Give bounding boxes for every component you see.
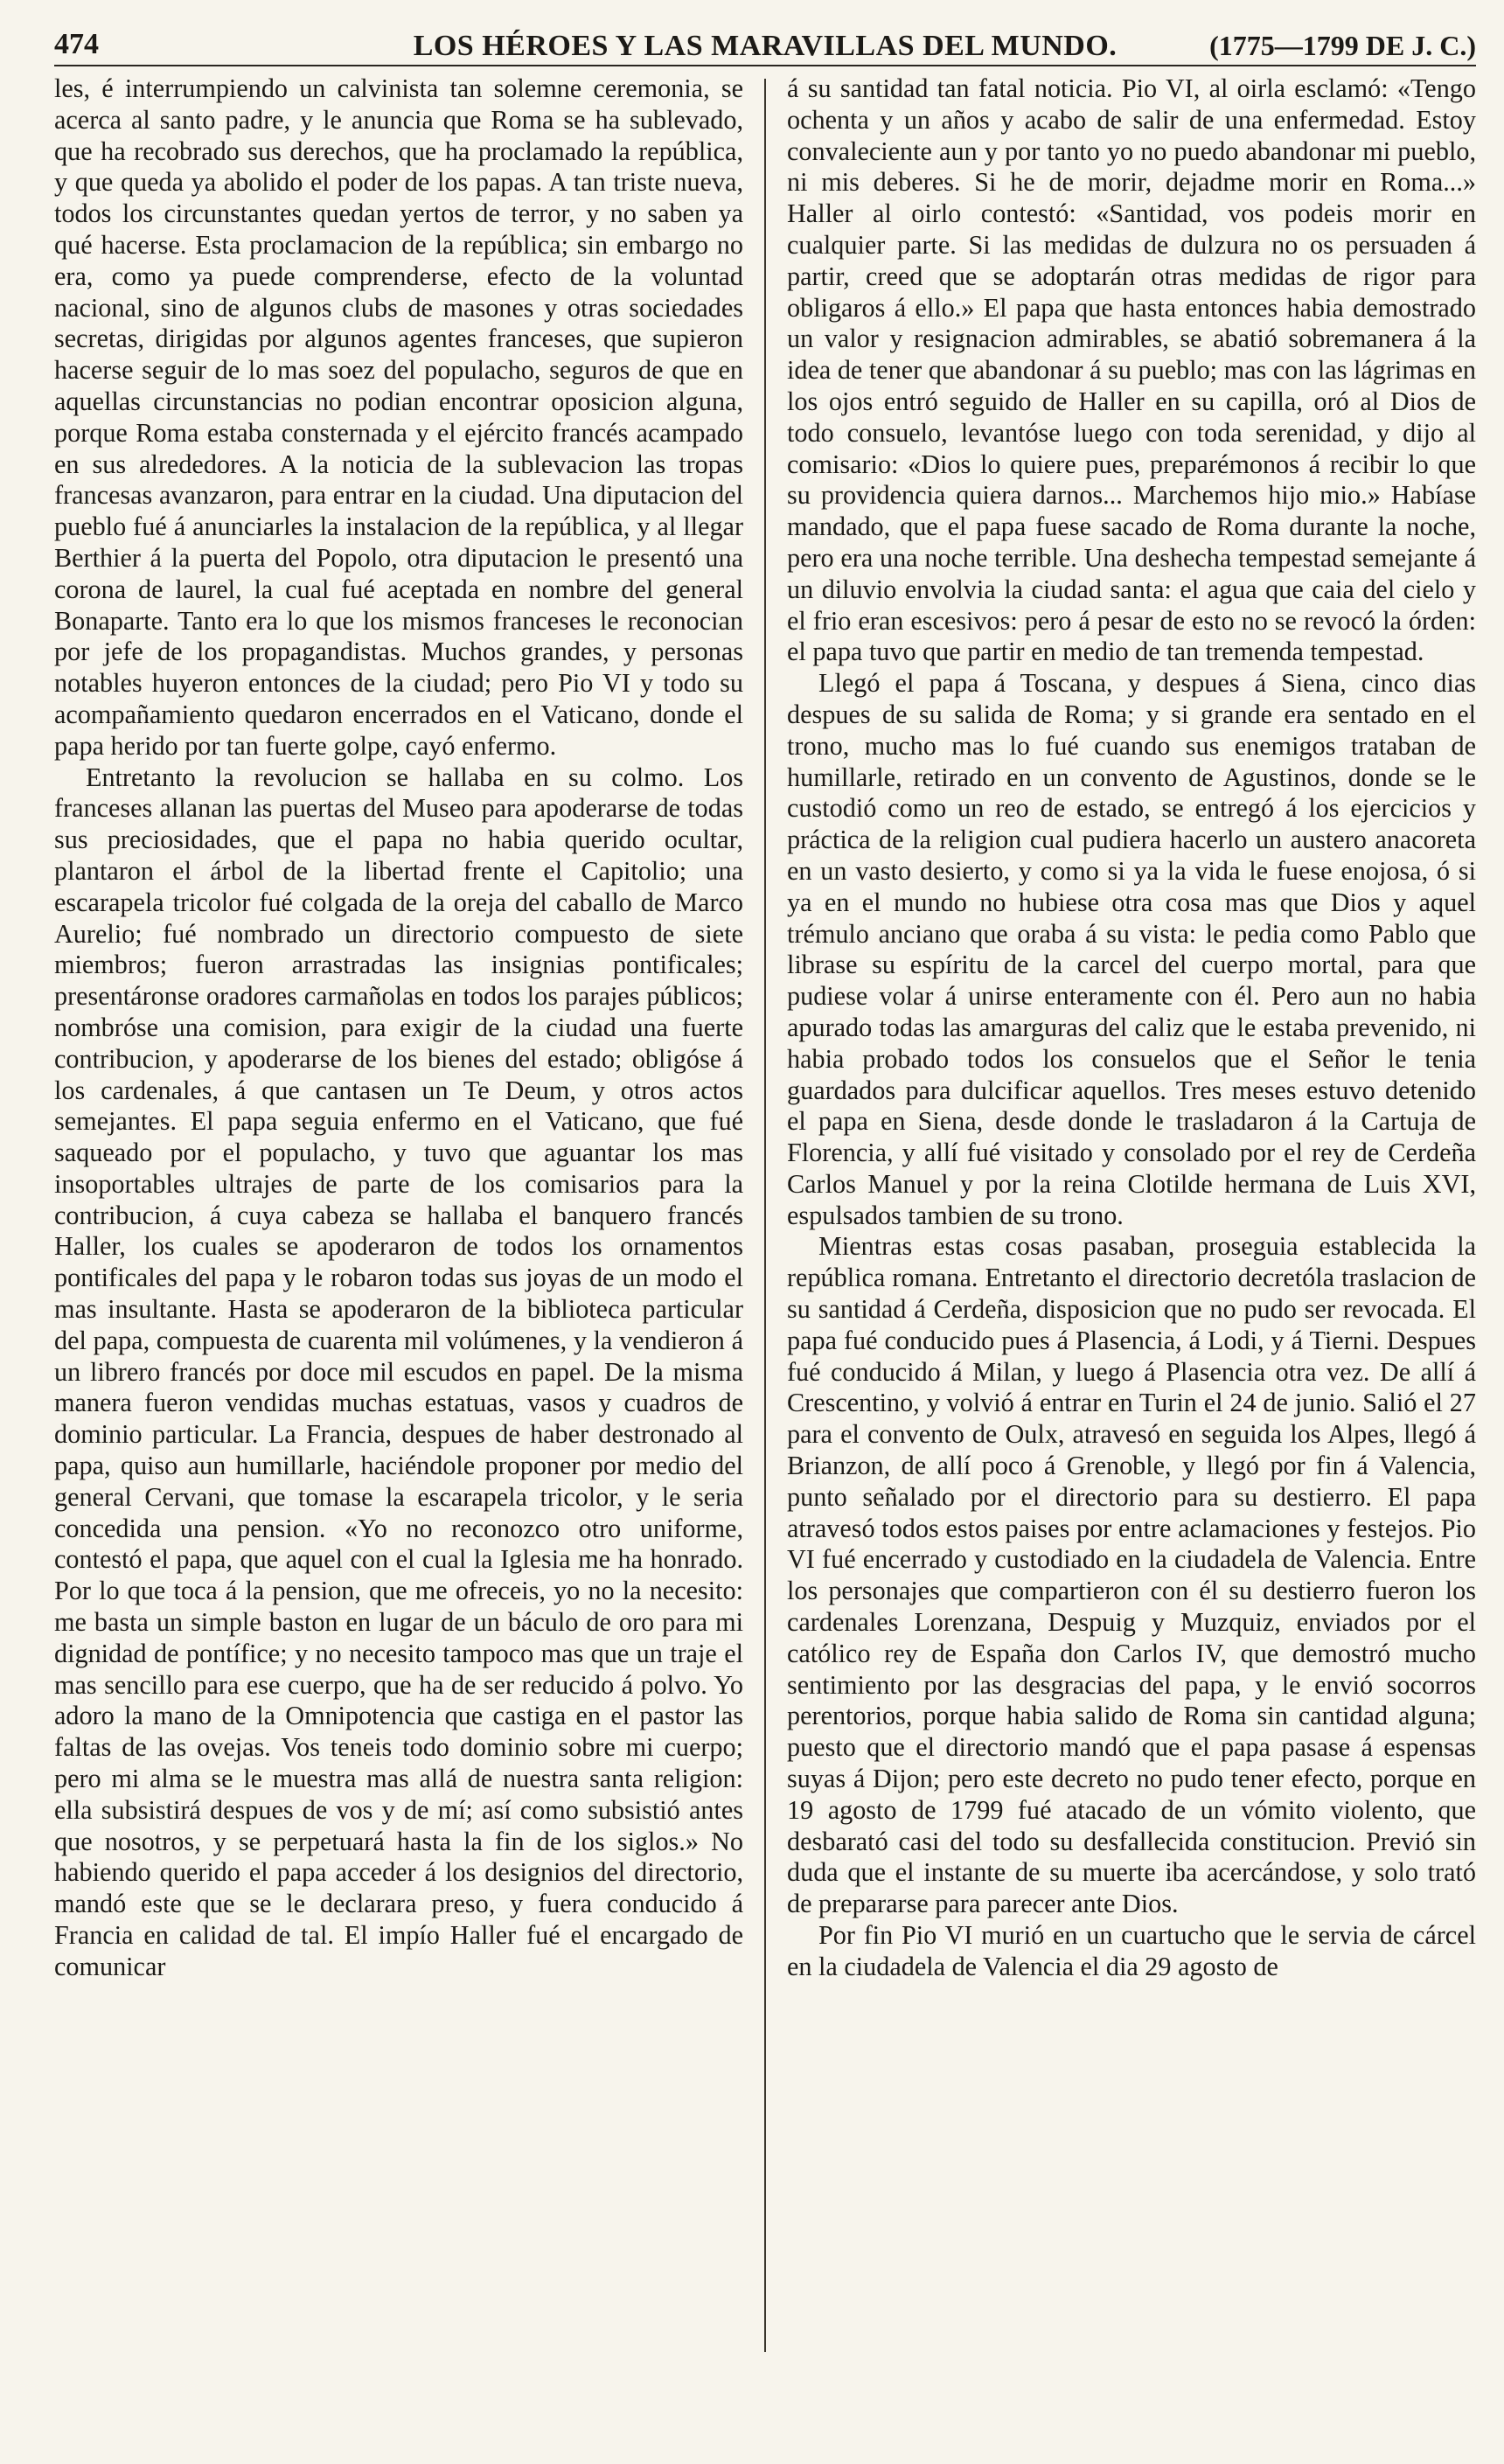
left-column <box>54 73 764 2426</box>
paragraph: Llegó el papa á Toscana, y despues á Siena, cinco dias despues de su salida de Roma; y si grande era sentado en el trono, mucho mas lo fué cuando sus enemigos trataban de humillarle, retirado en un convento de Agustinos, donde se le custodió como un reo de estado, se entregó á los ejercicios y práctica de la religion cual pudiera hacerlo un austero anacoreta en un vasto desierto, y como si ya la vida le fuese enojosa, ó si ya en el mundo no hubiese otra cosa mas que Dios y aquel trémulo anciano que oraba á su vista: le pedia como Pablo que librase su espíritu de la carcel del cuerpo mortal, para que pudiese volar á unirse enteramente con él. Pero aun no habia apurado todas las amarguras del caliz que le estaba prevenido, ni habia probado todos los consuelos que el Señor le tenia guardados para dulcificar aquellos. Tres meses estuvo detenido el papa en Siena, desde donde le trasladaron á la Cartuja de Florencia, y allí fué visitado y consolado por el rey de Cerdeña Carlos Manuel y por la reina Clotilde hermana de Luis XVI, espulsados tambien de su trono. <box>787 668 1476 1230</box>
paragraph: á su santidad tan fatal noticia. Pio VI, al oirla esclamó: «Tengo ochenta y un años y acabo de salir de una enfermedad. Estoy convaleciente aun y por tanto yo no puedo abandonar mi pueblo, ni mis deberes. Si he de morir, dejadme morir en Roma...» Haller al oirlo contestó: «Santidad, vos podeis morir en cualquier parte. Si las medidas de dulzura no os persuaden á partir, creed que se adoptarán otras medidas de rigor para obligaros á ello.» El papa que hasta entonces habia demostrado un valor y resignacion admirables, se abatió sobremanera á la idea de tener que abandonar á su pueblo; mas con las lágrimas en los ojos entró seguido de Haller en su capilla, oró al Dios de todo consuelo, levantóse luego con toda serenidad, y dijo al comisario: «Dios lo quiere pues, preparémonos á recibir lo que su providencia quiera darnos... Marchemos hijo mio.» Habíase mandado, que el papa fuese sacado de Roma durante la noche, pero era una noche terrible. Una deshecha tempestad semejante á un diluvio envolvia la ciudad santa: el agua que caia del cielo y el frio eran escesivos: pero á pesar de esto no se revocó la órden: el papa tuvo que partir en medio de tan tremenda tempestad. <box>787 73 1476 667</box>
paragraph: les, é interrumpiendo un calvinista tan solemne ceremonia, se acerca al santo padre, y le anuncia que Roma se ha sublevado, que ha recobrado sus derechos, que ha proclamado la república, y que queda ya abolido el poder de los papas. A tan triste nueva, todos los circunstantes quedan yertos de terror, y no saben ya qué hacerse. Esta proclamacion de la república; sin embargo no era, como ya puede comprenderse, efecto de la voluntad nacional, sino de algunos clubs de masones y otras sociedades secretas, dirigidas por algunos agentes franceses, que supieron hacerse seguir de lo mas soez del populacho, seguros de que en aquellas circunstancias no podian encontrar oposicion alguna, porque Roma estaba consternada y el ejército francés acampado en sus alrededores. A la noticia de la sublevacion las tropas francesas avanzaron, para entrar en la ciudad. Una diputacion del pueblo fué á anunciarles la instalacion de la república, y al llegar Berthier á la puerta del Popolo, otra diputacion le presentó una corona de laurel, la cual fué aceptada en nombre del general Bonaparte. Tanto era lo que los mismos franceses le reconocian por jefe de los propagandistas. Muchos grandes, y personas notables huyeron entonces de la ciudad; pero Pio VI y todo su acompañamiento quedaron encerrados en el Vaticano, donde el papa herido por tan fuerte golpe, cayó enfermo. <box>54 73 743 761</box>
right-column <box>766 73 1476 2426</box>
paragraph: Entretanto la revolucion se hallaba en su colmo. Los franceses allanan las puertas del Museo para apoderarse de todas sus preciosidades, que el papa no habia querido ocultar, plantaron el árbol de la libertad frente el Capitolio; una escarapela tricolor fué colgada de la oreja del caballo de Marco Aurelio; fué nombrado un directorio compuesto de siete miembros; fueron arrastradas las insignias pontificales; presentáronse oradores carmañolas en todos los parajes públicos; nombróse una comision, para exigir de la ciudad una fuerte contribucion, y apoderarse de los bienes del estado; obligóse á los cardenales, á que cantasen un Te Deum, y otros actos semejantes. El papa seguia enfermo en el Vaticano, que fué saqueado por el populacho, y tuvo que aguantar los mas insoportables ultrajes de parte de los comisarios para la contribucion, á cuya cabeza se hallaba el banquero francés Haller, los cuales se apoderaron de todos los ornamentos pontificales del papa y le robaron todas sus joyas de un modo el mas insultante. Hasta se apoderaron de la biblioteca particular del papa, compuesta de cuarenta mil volúmenes, y la vendieron á un librero francés por doce mil escudos en papel. De la misma manera fueron vendidas muchas estatuas, vasos y cuadros de dominio particular. La Francia, despues de haber destronado al papa, quiso aun humillarle, haciéndole proponer por medio del general Cervani, que tomase la escarapela tricolor, y le seria concedida una pension. «Yo no reconozco otro uniforme, contestó el papa, que aquel con el cual la Iglesia me ha honrado. Por lo que toca á la pension, que me ofreceis, yo no la necesito: me basta un simple baston en lugar de un báculo de oro para mi dignidad de pontífice; y no necesito tampoco mas que un traje el mas sencillo para ese cuerpo, que ha de ser reducido á polvo. Yo adoro la mano de la Omnipotencia que castiga en el pastor las faltas de las ovejas. Vos teneis todo dominio sobre mi cuerpo; pero mi alma se le muestra mas allá de nuestra santa religion: ella subsistirá despues de vos y de mí; así como subsistió antes que nosotros, y se perpetuará hasta la fin de los siglos.» No habiendo querido el papa acceder á los designios del directorio, mandó este que se le declarara preso, y fuera conducido á Francia en calidad de tal. El impío Haller fué el encargado de comunicar <box>54 762 743 1981</box>
page-header <box>54 24 1476 66</box>
running-title: LOS HÉROES Y LAS MARAVILLAS DEL MUNDO. <box>413 30 1118 62</box>
paragraph: Mientras estas cosas pasaban, proseguia establecida la república romana. Entretanto el directorio decretóla traslacion de su santidad á Cerdeña, disposicion que no pudo ser revocada. El papa fué conducido pues á Plasencia, á Lodi, y á Tierni. Despues fué conducido á Milan, y luego á Plasencia otra vez. De allí á Crescentino, y volvió á entrar en Turin el 24 de junio. Salió el 27 para el convento de Oulx, atravesó en seguida los Alpes, llegó á Brianzon, de allí poco á Grenoble, y llegó por fin á Valencia, punto señalado por el directorio para su destierro. El papa atravesó todos estos paises por entre aclamaciones y festejos. Pio VI fué encerrado y custodiado en la ciudadela de Valencia. Entre los personajes que compartieron con él su destierro fueron los cardenales Lorenzana, Despuig y Muzquiz, enviados por el católico rey de España don Carlos IV, que demostró mucho sentimiento por las desgracias del papa, y le envió socorros perentorios, porque habia salido de Roma sin cantidad alguna; puesto que el directorio mandó que el papa pasase á espensas suyas á Dijon; pero este decreto no pudo tener efecto, porque en 19 agosto de 1799 fué atacado de un vómito violento, que desbarató casi del todo su desfallecida constitucion. Previó sin duda que el instante de su muerte iba acercándose, y solo trató de prepararse para parecer ante Dios. <box>787 1231 1476 1919</box>
page-number: 474 <box>54 28 99 60</box>
paragraph: Por fin Pio VI murió en un cuartucho que le servia de cárcel en la ciudadela de Valencia el dia 29 agosto de <box>787 1920 1476 1981</box>
text-columns <box>54 73 1476 2426</box>
date-range: (1775—1799 DE J. C.) <box>1209 30 1476 61</box>
